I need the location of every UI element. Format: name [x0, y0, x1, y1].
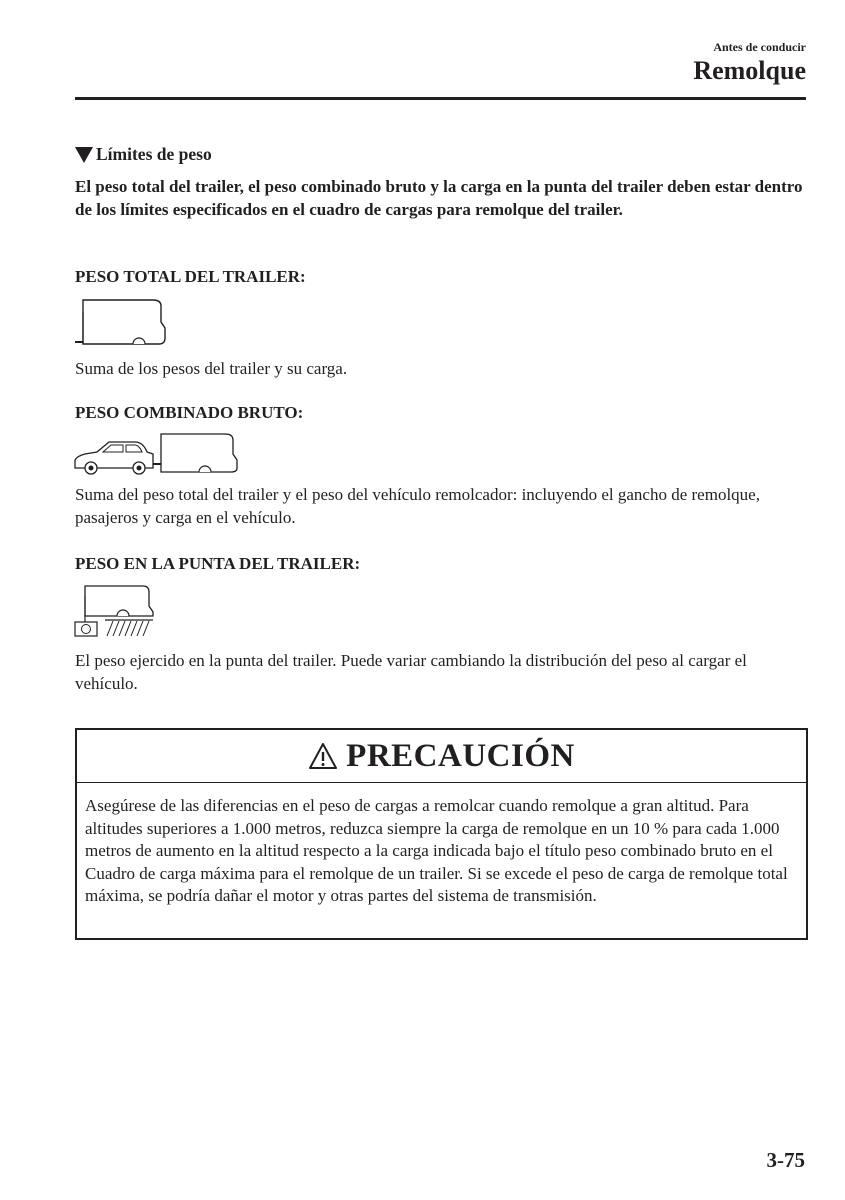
triangle-bullet-icon	[75, 147, 93, 163]
section-title: Límites de peso	[96, 144, 212, 164]
caution-header	[77, 730, 806, 783]
caution-box	[75, 728, 808, 940]
trailer-icon	[73, 294, 169, 350]
item-text-combined: Suma del peso total del trailer y el peso del vehículo remolcador: incluyendo el gancho de remolque, pasajeros y carga en el vehículo.	[75, 485, 760, 527]
item-heading-total: PESO TOTAL DEL TRAILER:	[75, 267, 306, 286]
caution-text: Asegúrese de las diferencias en el peso de cargas a remolcar cuando remolque a gran altitud. Para altitudes superiores a 1.000 metros, reduzca siempre la carga de remolque en un 10 % para cada 1.000 metros de aumento en la altitud respecto a la carga indicada bajo el título peso combinado bruto en el Cuadro de carga máxima para el remolque de un trailer. Si se excede el peso de carga de remolque total máxima, se podría dañar el motor y otras partes del sistema de transmisión.	[85, 796, 788, 905]
section-intro: El peso total del trailer, el peso combinado bruto y la carga en la punta del trailer deben estar dentro de los límites especificados en el cuadro de cargas para remolque del trailer.	[75, 177, 803, 219]
item-text-total: Suma de los pesos del trailer y su carga.	[75, 359, 348, 378]
item-text-tongue: El peso ejercido en la punta del trailer. Puede variar cambiando la distribución del peso al cargar el vehículo.	[75, 651, 747, 693]
caution-title: PRECAUCIÓN	[346, 737, 575, 774]
warning-triangle-icon	[308, 742, 338, 770]
item-heading-combined: PESO COMBINADO BRUTO:	[75, 403, 304, 422]
item-heading-tongue: PESO EN LA PUNTA DEL TRAILER:	[75, 554, 361, 573]
tongue-weight-scale-icon	[73, 582, 157, 640]
section-heading	[75, 144, 212, 165]
page-title: Remolque	[693, 56, 806, 85]
page-number: 3-75	[766, 1148, 805, 1172]
header-section-label: Antes de conducir	[713, 40, 806, 54]
car-with-trailer-icon	[73, 430, 239, 480]
header-divider	[75, 97, 806, 100]
